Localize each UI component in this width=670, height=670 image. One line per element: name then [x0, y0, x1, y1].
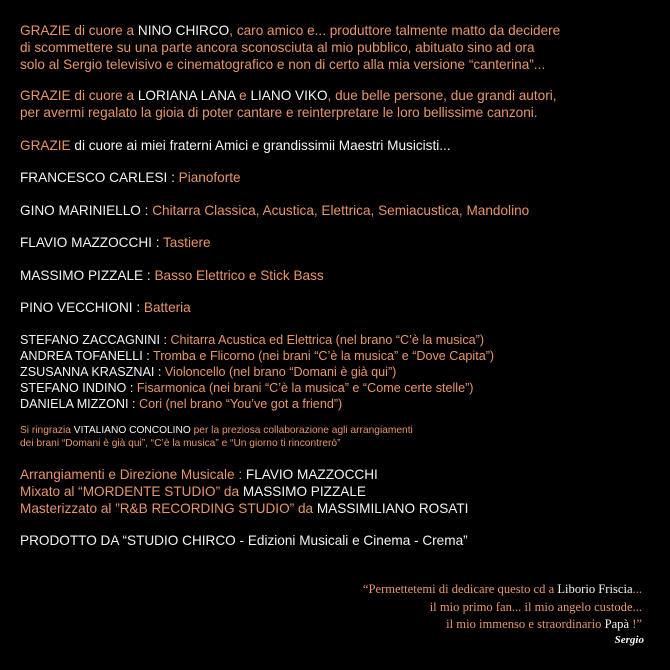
credit-mixing: Mixato al “MORDENTE STUDIO” da MASSIMO PIZZALE: [20, 484, 366, 499]
musician-role: Chitarra Acustica ed Elettrica (nel brano “C’è la musica”): [170, 333, 485, 347]
thanks-musicians: GRAZIE di cuore ai miei fraterni Amici e grandissimii Maestri Musicisti...: [20, 138, 451, 153]
author-name: LORIANA LANA: [137, 88, 236, 103]
thanks-authors: GRAZIE di cuore a LORIANA LANA e LIANO VIKO, due belle persone, due grandi autori, per avermi regalato la gioia di poter cantare e reinterpretare le loro bellissime canzoni.: [20, 88, 557, 120]
grazie-word: GRAZIE: [20, 88, 71, 103]
signature: Sergio: [614, 634, 644, 646]
musician-name: FRANCESCO CARLESI: [20, 170, 168, 185]
produced-by: PRODOTTO DA “STUDIO CHIRCO - Edizioni Musicali e Cinema - Crema”: [20, 533, 468, 548]
musician-line: ANDREA TOFANELLI : Tromba e Flicorno (nei brani “C’è la musica” e “Dove Capita”): [20, 349, 495, 363]
musician-role: Tromba e Flicorno (nei brani “C’è la musica” e “Dove Capita”): [153, 349, 495, 363]
dedication: “Permettetemi di dedicare questo cd a Liborio Friscia... il mio primo fan... il mio angelo custode... il mio immenso e straordinario Papà !”: [362, 582, 642, 631]
credit-mastering: Masterizzato al ”R&B RECORDING STUDIO” da MASSIMILIANO ROSATI: [20, 501, 469, 516]
musician-line: FRANCESCO CARLESI : Pianoforte: [20, 170, 241, 185]
musician-role: Violoncello (nel brano “Domani è già qui”): [164, 365, 397, 379]
musician-line: DANIELA MIZZONI : Cori (nel brano “You’ve got a friend”): [20, 397, 343, 411]
arranger-name: VITALIANO CONCOLINO: [73, 425, 191, 436]
musician-role: Batteria: [143, 300, 191, 315]
musician-line: STEFANO ZACCAGNINI : Chitarra Acustica ed Elettrica (nel brano “C’è la musica”): [20, 333, 485, 347]
musician-name: ANDREA TOFANELLI: [20, 349, 143, 363]
guest-musicians: [20, 332, 656, 412]
musician-name: GINO MARINIELLO: [20, 203, 141, 218]
musician-line: FLAVIO MAZZOCCHI : Tastiere: [20, 235, 211, 250]
musician-line: GINO MARINIELLO : Chitarra Classica, Acustica, Elettrica, Semiacustica, Mandolino: [20, 203, 530, 218]
musician-role: Chitarra Classica, Acustica, Elettrica, Semiacustica, Mandolino: [152, 203, 530, 218]
thanks-producer: GRAZIE di cuore a NINO CHIRCO, caro amico e... produttore talmente matto da decidere di scommettere su una parte ancora sconosciuta al mio pubblico, abituato sino ad ora solo al Sergio televisivo e cinematografico e non di certo alla mia versione “canterina”...: [20, 23, 561, 72]
musician-name: STEFANO ZACCAGNINI: [20, 333, 160, 347]
musician-role: Tastiere: [163, 235, 211, 250]
credit-arrangements: Arrangiamenti e Direzione Musicale : FLAVIO MAZZOCCHI: [20, 467, 378, 482]
musician-line: ZSUSANNA KRASZNAI : Violoncello (nel brano “Domani è già qui”): [20, 365, 397, 379]
musician-name: STEFANO INDINO: [20, 381, 127, 395]
special-thanks: Si ringrazia VITALIANO CONCOLINO per la preziosa collaborazione agli arrangiamenti dei brani “Domani è già qui”, “C’è la musica” e “Un giorno ti rincontrerò”: [20, 425, 413, 449]
musician-line: MASSIMO PIZZALE : Basso Elettrico e Stick Bass: [20, 268, 324, 283]
producer-name: NINO CHIRCO: [137, 23, 230, 38]
author-name: LIANO VIKO: [250, 88, 328, 103]
musician-name: DANIELA MIZZONI: [20, 397, 129, 411]
dedicatee-name: Liborio Friscia: [557, 582, 633, 596]
musician-line: STEFANO INDINO : Fisarmonica (nei brani “C’è la musica” e “Come certe stelle”): [20, 381, 474, 395]
musician-name: FLAVIO MAZZOCCHI: [20, 235, 152, 250]
musician-name: MASSIMO PIZZALE: [20, 268, 144, 283]
musician-name: ZSUSANNA KRASZNAI: [20, 365, 155, 379]
production-credits: [20, 466, 656, 517]
grazie-word: GRAZIE: [20, 23, 71, 38]
musician-role: Pianoforte: [178, 170, 241, 185]
musician-role: Cori (nel brano “You’ve got a friend”): [138, 397, 343, 411]
musician-line: PINO VECCHIONI : Batteria: [20, 300, 191, 315]
grazie-word: GRAZIE: [20, 138, 71, 153]
musician-role: Fisarmonica (nei brani “C’è la musica” e “Come certe stelle”): [136, 381, 474, 395]
musician-name: PINO VECCHIONI: [20, 300, 133, 315]
musician-role: Basso Elettrico e Stick Bass: [154, 268, 324, 283]
